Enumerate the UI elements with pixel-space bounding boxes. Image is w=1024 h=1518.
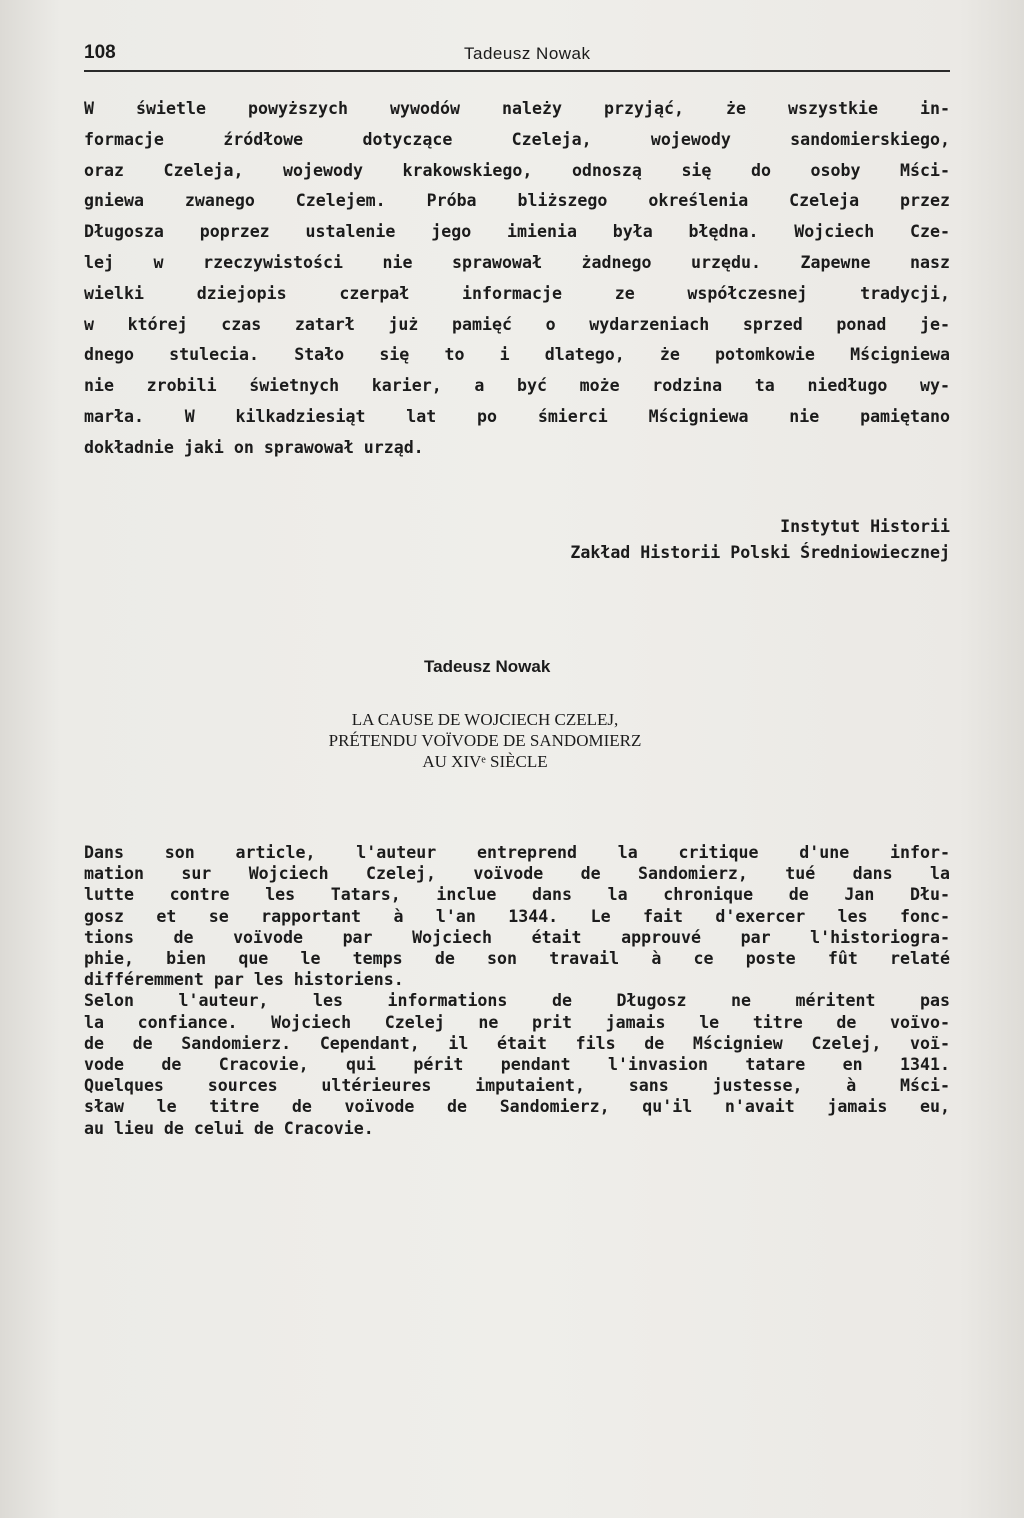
text-line: marła. W kilkadziesiąt lat po śmierci Mścigniewa nie pamiętano — [84, 406, 950, 426]
running-head: Tadeusz Nowak — [464, 44, 591, 63]
page-number: 108 — [84, 42, 116, 63]
text-line: nie zrobili świetnych karier, a być może rodzina ta niedługo wy- — [84, 376, 950, 396]
page-header — [84, 40, 950, 72]
summary-title-line: PRÉTENDU VOÏVODE DE SANDOMIERZ — [328, 731, 642, 750]
summary-line: gosz et se rapportant à l'an 1344. Le fait d'exercer les fonc- — [84, 906, 950, 926]
text-line: lej w rzeczywistości nie sprawował żadnego urzędu. Zapewne nasz — [84, 252, 950, 272]
summary-line: vode de Cracovie, qui périt pendant l'invasion tatare en 1341. — [84, 1055, 950, 1075]
summary-line: Dans son article, l'auteur entreprend la critique d'une infor- — [84, 843, 950, 862]
summary-line: de de Sandomierz. Cependant, il était fils de Mścigniew Czelej, voï- — [84, 1033, 950, 1053]
author-affiliation — [430, 514, 950, 566]
summary-line: au lieu de celui de Cracovie. — [84, 1118, 374, 1138]
summary-title-line: LA CAUSE DE WOJCIECH CZELEJ, — [351, 710, 619, 729]
summary-line: tions de voïvode par Wojciech était approuvé par l'historiogra- — [84, 927, 950, 947]
text-line: dokładnie jaki on sprawował urząd. — [84, 437, 424, 457]
summary-line: lutte contre les Tatars, inclue dans la chronique de Jan Dłu- — [84, 885, 950, 905]
summary-line: sław le titre de voïvode de Sandomierz, qu'il n'avait jamais eu, — [84, 1097, 950, 1117]
text-line: w której czas zatarł już pamięć o wydarzeniach sprzed ponad je- — [84, 314, 950, 334]
summary-line: Quelques sources ultérieures imputaient, sans justesse, à Mści- — [84, 1076, 950, 1096]
summary-line: Selon l'auteur, les informations de Długosz ne méritent pas — [84, 991, 950, 1011]
summary-line: différemment par les historiens. — [84, 970, 404, 990]
summary-author: Tadeusz Nowak — [424, 657, 551, 676]
summary-line: phie, bien que le temps de son travail à ce poste fût relaté — [84, 949, 950, 969]
text-line: Długosza poprzez ustalenie jego imienia była błędna. Wojciech Cze- — [84, 222, 950, 242]
summary-title — [250, 709, 720, 772]
summary-line: la confiance. Wojciech Czelej ne prit jamais le titre de voïvo- — [84, 1012, 950, 1032]
summary-line: mation sur Wojciech Czelej, voïvode de Sandomierz, tué dans la — [84, 864, 950, 884]
text-line: formacje źródłowe dotyczące Czeleja, wojewody sandomierskiego, — [84, 129, 950, 149]
text-line: dnego stulecia. Stało się to i dlatego, że potomkowie Mścigniewa — [84, 345, 950, 365]
text-line: wielki dziejopis czerpał informacje ze współczesnej tradycji, — [84, 283, 950, 303]
department-name: Zakład Historii Polski Średniowiecznej — [570, 543, 950, 562]
main-text-block — [84, 94, 950, 464]
summary-text-block — [84, 842, 950, 1139]
institute-name: Instytut Historii — [780, 517, 950, 536]
text-line: oraz Czeleja, wojewody krakowskiego, odnoszą się do osoby Mści- — [84, 160, 950, 180]
text-line: W świetle powyższych wywodów należy przyjąć, że wszystkie in- — [84, 99, 950, 118]
text-line: gniewa zwanego Czelejem. Próba bliższego określenia Czeleja przez — [84, 191, 950, 211]
summary-title-line: AU XIVᵉ SIÈCLE — [422, 752, 548, 771]
